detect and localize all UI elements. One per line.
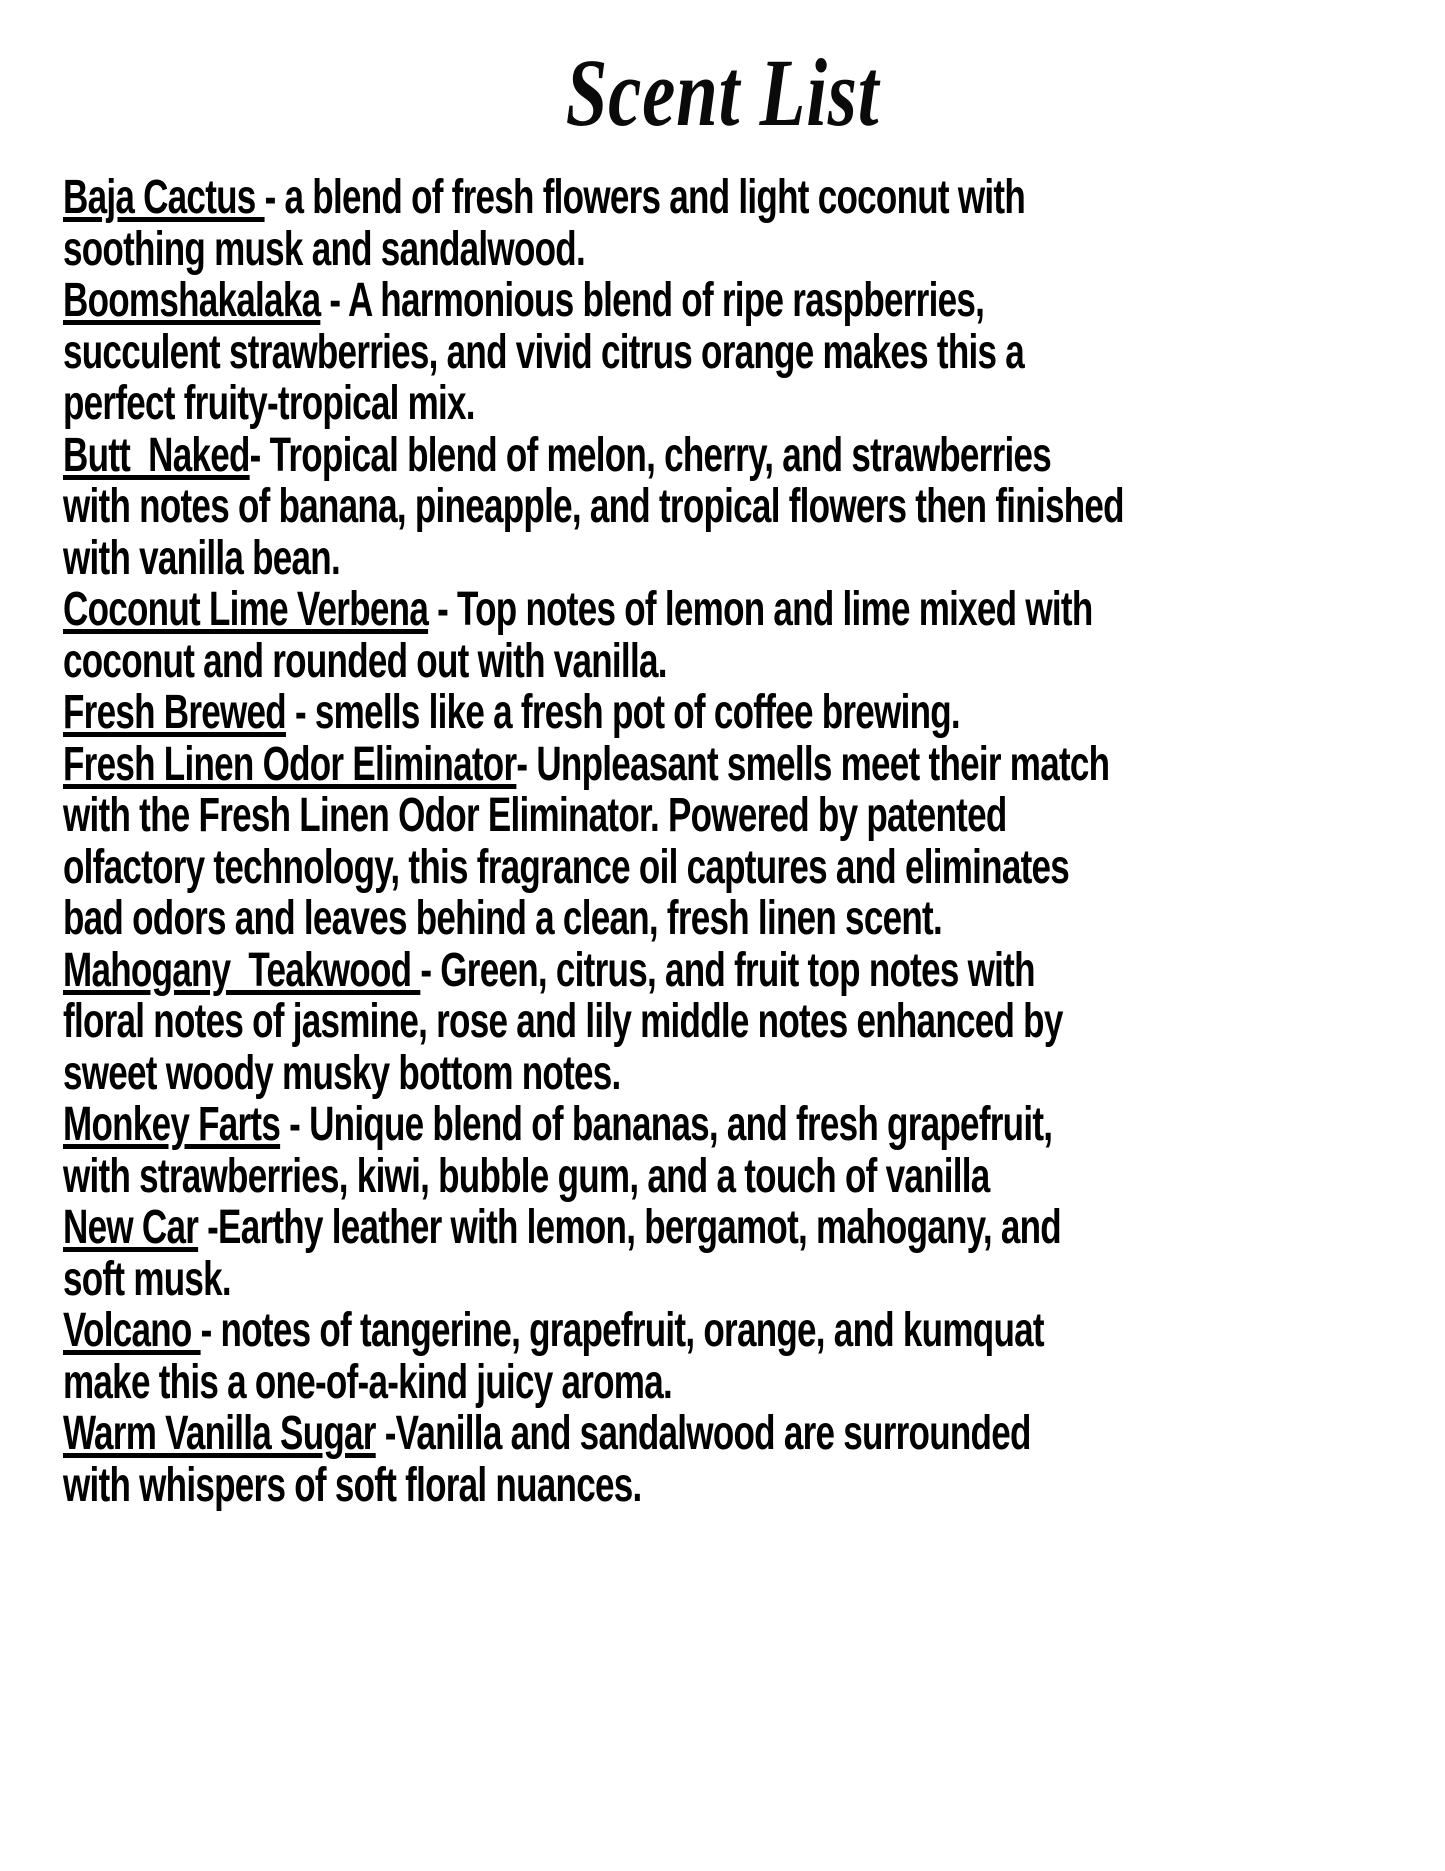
scent-entry — [63, 739, 1445, 945]
scent-name: Monkey Farts — [63, 1098, 281, 1152]
scent-text-line — [63, 481, 1445, 533]
scent-text-line — [63, 996, 1445, 1048]
scent-description: - notes of tangerine, grapefruit, orange, and kumquat — [200, 1304, 1044, 1358]
scent-text-line — [63, 172, 1445, 224]
scent-entry — [63, 945, 1445, 1100]
scent-entry — [63, 172, 1445, 275]
scent-description: make this a one-of-a-kind juicy aroma. — [63, 1355, 672, 1409]
scent-text-line — [63, 1460, 1445, 1512]
scent-description: perfect fruity-tropical mix. — [63, 377, 475, 431]
scent-text-line — [63, 1151, 1445, 1203]
scent-name: Fresh Brewed — [63, 686, 286, 740]
scent-text-line — [63, 1254, 1445, 1306]
page-title: Scent List — [565, 39, 880, 146]
scent-text-line — [63, 687, 1445, 739]
scent-entry — [63, 1305, 1445, 1408]
scent-text-line — [63, 1048, 1445, 1100]
scent-description: soothing musk and sandalwood. — [63, 222, 585, 276]
scent-description: - A harmonious blend of ripe raspberries, — [320, 274, 985, 328]
scent-text-line — [63, 1305, 1445, 1357]
scent-name: Volcano — [63, 1304, 201, 1358]
scent-name: Coconut Lime Verbena — [63, 583, 429, 637]
scent-entry — [63, 430, 1445, 585]
scent-text-line — [63, 842, 1445, 894]
scent-name: Mahogany Teakwood — [63, 943, 421, 997]
scent-name: Fresh Linen Odor Eliminator — [63, 737, 517, 791]
scent-text-line — [63, 584, 1445, 636]
scent-text-line — [63, 275, 1445, 327]
scent-description: sweet woody musky bottom notes. — [63, 1046, 621, 1100]
scent-description: with notes of banana, pineapple, and tropical flowers then finished — [63, 480, 1124, 534]
scent-description: bad odors and leaves behind a clean, fresh linen scent. — [63, 892, 942, 946]
scent-text-line — [63, 893, 1445, 945]
scent-description: with the Fresh Linen Odor Eliminator. Powered by patented — [63, 789, 1007, 843]
scent-name: Warm Vanilla Sugar — [63, 1407, 376, 1461]
scent-entry — [63, 1202, 1445, 1305]
scent-text-line — [63, 1357, 1445, 1409]
scent-name: Boomshakalaka — [63, 274, 321, 328]
scent-text-line — [63, 790, 1445, 842]
scent-name: New Car — [63, 1201, 199, 1255]
scent-description: - Tropical blend of melon, cherry, and strawberries — [249, 428, 1052, 482]
scent-description: with strawberries, kiwi, bubble gum, and a touch of vanilla — [63, 1149, 990, 1203]
scent-description: with vanilla bean. — [63, 531, 340, 585]
scent-entry — [63, 1099, 1445, 1202]
scent-description: -Earthy leather with lemon, bergamot, mahogany, and — [198, 1201, 1061, 1255]
title-wrap — [159, 38, 1286, 148]
scent-description: succulent strawberries, and vivid citrus orange makes this a — [63, 325, 1025, 379]
scent-description: - Unpleasant smells meet their match — [516, 737, 1110, 791]
scent-text-line — [63, 533, 1445, 585]
scent-name: Butt Naked — [63, 428, 250, 482]
scent-entry — [63, 275, 1445, 430]
scent-list — [63, 172, 1445, 1511]
scent-text-line — [63, 636, 1445, 688]
scent-description: - Unique blend of bananas, and fresh grapefruit, — [280, 1098, 1053, 1152]
scent-text-line — [63, 224, 1445, 276]
scent-description: - Top notes of lemon and lime mixed with — [428, 583, 1093, 637]
scent-entry — [63, 687, 1445, 739]
scent-description: floral notes of jasmine, rose and lily middle notes enhanced by — [63, 995, 1063, 1049]
scent-name: Baja Cactus — [63, 171, 265, 225]
scent-text-line — [63, 739, 1445, 791]
scent-text-line — [63, 1408, 1445, 1460]
scent-description: with whispers of soft floral nuances. — [63, 1458, 642, 1512]
scent-text-line — [63, 1202, 1445, 1254]
scent-text-line — [63, 378, 1445, 430]
scent-description: olfactory technology, this fragrance oil captures and eliminates — [63, 840, 1070, 894]
scent-text-line — [63, 430, 1445, 482]
scent-description: soft musk. — [63, 1252, 231, 1306]
scent-entry — [63, 1408, 1445, 1511]
scent-entry — [63, 584, 1445, 687]
scent-description: - smells like a fresh pot of coffee brewing. — [285, 686, 960, 740]
scent-description: coconut and rounded out with vanilla. — [63, 634, 667, 688]
scent-description: - Green, citrus, and fruit top notes with — [420, 943, 1035, 997]
scent-text-line — [63, 1099, 1445, 1151]
scent-text-line — [63, 327, 1445, 379]
scent-text-line — [63, 945, 1445, 997]
scent-description: - a blend of fresh flowers and light coconut with — [264, 171, 1026, 225]
scent-description: -Vanilla and sandalwood are surrounded — [375, 1407, 1031, 1461]
